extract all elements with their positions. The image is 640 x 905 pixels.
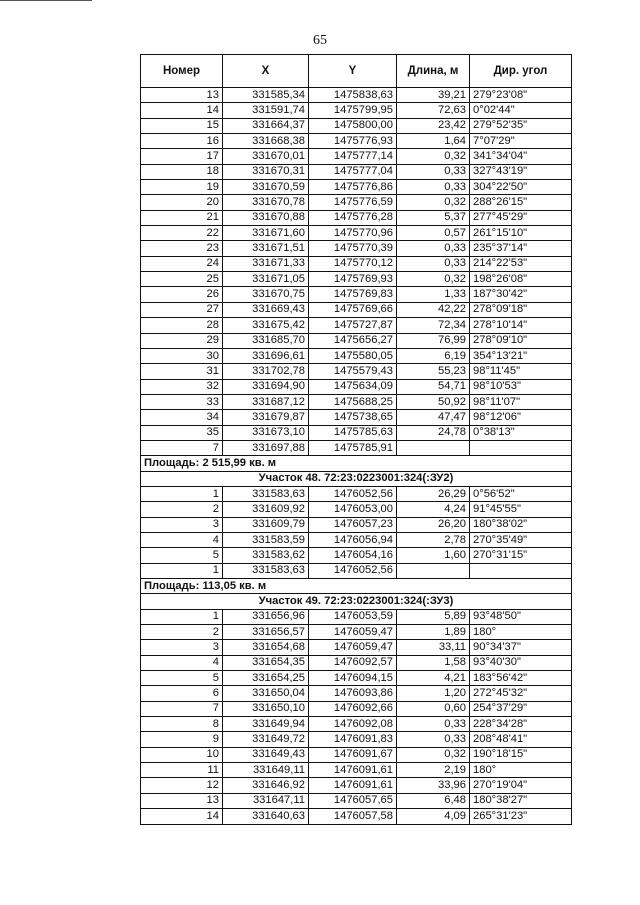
cell-angle: 278°09'10" [470,333,572,348]
cell-angle: 278°10'14" [470,318,572,333]
cell-x: 331583,59 [223,532,309,547]
header-row [141,55,572,88]
cell-x: 331649,43 [223,747,309,762]
header-rule [0,0,92,1]
cell-number: 20 [141,195,223,210]
cell-x: 331654,25 [223,671,309,686]
cell-y: 1475770,12 [309,256,397,271]
cell-y: 1475777,04 [309,164,397,179]
table-row [141,302,572,317]
table-row [141,318,572,333]
cell-angle: 278°09'18" [470,302,572,317]
cell-angle: 0°56'52" [470,486,572,501]
cell-number: 2 [141,625,223,640]
cell-x: 331591,74 [223,103,309,118]
cell-x: 331649,11 [223,763,309,778]
cell-x: 331670,88 [223,210,309,225]
cell-x: 331609,79 [223,517,309,532]
cell-number: 2 [141,502,223,517]
cell-y: 1476059,47 [309,640,397,655]
cell-y: 1475799,95 [309,103,397,118]
cell-x: 331670,75 [223,287,309,302]
table-row [141,88,572,103]
cell-x: 331656,57 [223,625,309,640]
cell-length: 54,71 [397,379,470,394]
cell-number: 23 [141,241,223,256]
cell-length: 4,09 [397,809,470,824]
cell-length: 2,78 [397,532,470,547]
cell-x: 331650,10 [223,701,309,716]
cell-y: 1475634,09 [309,379,397,394]
cell-number: 5 [141,548,223,563]
cell-angle: 98°11'07" [470,394,572,409]
cell-x: 331668,38 [223,134,309,149]
cell-x: 331670,78 [223,195,309,210]
cell-y: 1475785,63 [309,425,397,440]
cell-x: 331650,04 [223,686,309,701]
cell-number: 8 [141,717,223,732]
table-row [141,671,572,686]
cell-length: 4,24 [397,502,470,517]
cell-angle: 354°13'21" [470,348,572,363]
cell-length: 1,20 [397,686,470,701]
cell-length: 0,33 [397,732,470,747]
cell-x: 331583,63 [223,563,309,578]
cell-number: 32 [141,379,223,394]
cell-y: 1476091,61 [309,763,397,778]
cell-number: 14 [141,809,223,824]
cell-angle: 180°38'27" [470,793,572,808]
cell-y: 1476056,94 [309,532,397,547]
table-row [141,379,572,394]
cell-x: 331583,62 [223,548,309,563]
section-title-row [141,594,572,609]
cell-angle: 180° [470,625,572,640]
cell-x: 331585,34 [223,88,309,103]
table-row [141,440,572,455]
cell-y: 1476053,59 [309,609,397,624]
cell-length: 76,99 [397,333,470,348]
cell-y: 1476057,58 [309,809,397,824]
cell-length: 39,21 [397,88,470,103]
cell-angle: 254°37'29" [470,701,572,716]
cell-length: 0,32 [397,195,470,210]
cell-x: 331670,31 [223,164,309,179]
table-row [141,655,572,670]
table-row [141,717,572,732]
cell-length: 1,60 [397,548,470,563]
cell-number: 22 [141,226,223,241]
cell-angle: 288°26'15" [470,195,572,210]
cell-angle [470,440,572,455]
cell-angle: 98°12'06" [470,410,572,425]
cell-y: 1475770,96 [309,226,397,241]
cell-y: 1475769,83 [309,287,397,302]
cell-y: 1476092,08 [309,717,397,732]
cell-y: 1475727,87 [309,318,397,333]
cell-length: 42,22 [397,302,470,317]
cell-y: 1476054,16 [309,548,397,563]
cell-x: 331664,37 [223,118,309,133]
cell-x: 331671,51 [223,241,309,256]
table-row [141,134,572,149]
table-row [141,287,572,302]
cell-y: 1475688,25 [309,394,397,409]
table-row [141,348,572,363]
cell-length: 55,23 [397,364,470,379]
table-row [141,563,572,578]
cell-angle: 341°34'04" [470,149,572,164]
cell-angle: 265°31'23" [470,809,572,824]
table-body [141,88,572,825]
cell-x: 331649,94 [223,717,309,732]
cell-angle: 180° [470,763,572,778]
cell-x: 331673,10 [223,425,309,440]
cell-number: 17 [141,149,223,164]
area-row [141,579,572,594]
cell-y: 1475776,86 [309,180,397,195]
cell-angle: 279°52'35" [470,118,572,133]
cell-number: 33 [141,394,223,409]
cell-number: 3 [141,640,223,655]
cell-length: 0,60 [397,701,470,716]
cell-angle: 279°23'08" [470,88,572,103]
cell-y: 1476094,15 [309,671,397,686]
cell-x: 331669,43 [223,302,309,317]
cell-length: 72,63 [397,103,470,118]
table-row [141,364,572,379]
cell-x: 331656,96 [223,609,309,624]
cell-angle [470,563,572,578]
table-row [141,502,572,517]
cell-number: 13 [141,88,223,103]
cell-length: 0,57 [397,226,470,241]
cell-y: 1475579,43 [309,364,397,379]
cell-length: 72,34 [397,318,470,333]
cell-x: 331671,60 [223,226,309,241]
table-row [141,149,572,164]
cell-angle: 98°11'45" [470,364,572,379]
cell-x: 331679,87 [223,410,309,425]
cell-number: 1 [141,563,223,578]
cell-number: 10 [141,747,223,762]
page-number: 65 [313,33,327,48]
cell-x: 331671,33 [223,256,309,271]
table-row [141,747,572,762]
cell-y: 1476092,57 [309,655,397,670]
section-title: Участок 48. 72:23:0223001:324(:ЗУ2) [141,471,572,486]
area-label: Площадь: 2 515,99 кв. м [141,456,572,471]
cell-y: 1475770,39 [309,241,397,256]
cell-x: 331640,63 [223,809,309,824]
cell-x: 331647,11 [223,793,309,808]
cell-length: 0,33 [397,164,470,179]
cell-length: 6,48 [397,793,470,808]
cell-number: 35 [141,425,223,440]
cell-angle: 272°45'32" [470,686,572,701]
cell-x: 331649,72 [223,732,309,747]
cell-number: 19 [141,180,223,195]
cell-number: 14 [141,103,223,118]
cell-number: 13 [141,793,223,808]
cell-angle: 214°22'53" [470,256,572,271]
cell-angle: 270°35'49" [470,532,572,547]
cell-x: 331687,12 [223,394,309,409]
cell-x: 331583,63 [223,486,309,501]
cell-angle: 270°31'15" [470,548,572,563]
table-row [141,809,572,824]
cell-length: 0,33 [397,717,470,732]
cell-number: 28 [141,318,223,333]
cell-y: 1475838,63 [309,88,397,103]
cell-y: 1475776,59 [309,195,397,210]
table-row [141,180,572,195]
cell-number: 27 [141,302,223,317]
cell-length: 26,29 [397,486,470,501]
cell-x: 331654,68 [223,640,309,655]
cell-number: 4 [141,655,223,670]
cell-y: 1476093,86 [309,686,397,701]
cell-angle: 327°43'19" [470,164,572,179]
cell-length: 1,64 [397,134,470,149]
table-row [141,763,572,778]
table-row [141,410,572,425]
cell-y: 1475777,14 [309,149,397,164]
cell-x: 331671,05 [223,272,309,287]
cell-angle: 304°22'50" [470,180,572,195]
header-angle: Дир. угол [470,55,572,88]
table-row [141,226,572,241]
cell-number: 25 [141,272,223,287]
cell-angle: 0°02'44" [470,103,572,118]
cell-number: 29 [141,333,223,348]
section-title: Участок 49. 72:23:0223001:324(:ЗУ3) [141,594,572,609]
cell-number: 16 [141,134,223,149]
cell-angle: 91°45'55" [470,502,572,517]
cell-y: 1475800,00 [309,118,397,133]
cell-length: 0,32 [397,747,470,762]
table-row [141,640,572,655]
cell-angle: 0°38'13" [470,425,572,440]
table-row [141,241,572,256]
cell-length: 1,89 [397,625,470,640]
cell-y: 1475769,93 [309,272,397,287]
header-y: Y [309,55,397,88]
cell-number: 24 [141,256,223,271]
cell-number: 21 [141,210,223,225]
area-label: Площадь: 113,05 кв. м [141,579,572,594]
cell-angle: 93°40'30" [470,655,572,670]
cell-x: 331609,92 [223,502,309,517]
table-row [141,532,572,547]
cell-length: 0,32 [397,149,470,164]
cell-length: 0,32 [397,272,470,287]
table-row [141,103,572,118]
cell-number: 5 [141,671,223,686]
cell-y: 1475785,91 [309,440,397,455]
cell-y: 1475738,65 [309,410,397,425]
cell-x: 331685,70 [223,333,309,348]
table-row [141,164,572,179]
cell-number: 1 [141,486,223,501]
section-title-row [141,471,572,486]
cell-length: 23,42 [397,118,470,133]
cell-y: 1476092,66 [309,701,397,716]
cell-length: 1,58 [397,655,470,670]
cell-length [397,563,470,578]
cell-y: 1475656,27 [309,333,397,348]
cell-angle: 93°48'50" [470,609,572,624]
cell-angle: 190°18'15" [470,747,572,762]
cell-number: 11 [141,763,223,778]
cell-number: 9 [141,732,223,747]
table-row [141,517,572,532]
area-row [141,456,572,471]
cell-y: 1476057,23 [309,517,397,532]
cell-number: 31 [141,364,223,379]
table-row [141,793,572,808]
cell-x: 331697,88 [223,440,309,455]
table-row [141,333,572,348]
table-row [141,256,572,271]
header-number: Номер [141,55,223,88]
cell-x: 331654,35 [223,655,309,670]
cell-y: 1475580,05 [309,348,397,363]
table-row [141,272,572,287]
table-row [141,118,572,133]
cell-length: 1,33 [397,287,470,302]
cell-x: 331696,61 [223,348,309,363]
table-row [141,195,572,210]
cell-y: 1475776,28 [309,210,397,225]
cell-x: 331670,59 [223,180,309,195]
cell-x: 331702,78 [223,364,309,379]
cell-length: 5,89 [397,609,470,624]
cell-number: 4 [141,532,223,547]
cell-length: 50,92 [397,394,470,409]
cell-number: 34 [141,410,223,425]
cell-number: 30 [141,348,223,363]
cell-length: 33,96 [397,778,470,793]
cell-length: 0,33 [397,241,470,256]
cell-angle: 198°26'08" [470,272,572,287]
cell-angle: 208°48'41" [470,732,572,747]
header-x: X [223,55,309,88]
table-row [141,701,572,716]
cell-length: 47,47 [397,410,470,425]
cell-number: 15 [141,118,223,133]
cell-x: 331675,42 [223,318,309,333]
cell-angle: 187°30'42" [470,287,572,302]
table-row [141,609,572,624]
cell-angle: 180°38'02" [470,517,572,532]
cell-angle: 261°15'10" [470,226,572,241]
cell-number: 6 [141,686,223,701]
cell-length: 0,33 [397,180,470,195]
cell-angle: 235°37'14" [470,241,572,256]
cell-x: 331694,90 [223,379,309,394]
cell-x: 331646,92 [223,778,309,793]
table-row [141,486,572,501]
cell-angle: 228°34'28" [470,717,572,732]
cell-angle: 270°19'04" [470,778,572,793]
cell-number: 7 [141,701,223,716]
cell-number: 7 [141,440,223,455]
table-row [141,732,572,747]
cell-angle: 90°34'37" [470,640,572,655]
cell-angle: 98°10'53" [470,379,572,394]
cell-y: 1476052,56 [309,486,397,501]
cell-number: 1 [141,609,223,624]
table-row [141,210,572,225]
cell-number: 12 [141,778,223,793]
cell-length: 2,19 [397,763,470,778]
cell-length: 4,21 [397,671,470,686]
cell-number: 18 [141,164,223,179]
cell-y: 1476057,65 [309,793,397,808]
header-length: Длина, м [397,55,470,88]
cell-length: 24,78 [397,425,470,440]
cell-length: 6,19 [397,348,470,363]
cell-angle: 183°56'42" [470,671,572,686]
table-row [141,548,572,563]
cell-length: 33,11 [397,640,470,655]
table-row [141,425,572,440]
cell-y: 1476091,67 [309,747,397,762]
cell-y: 1476091,61 [309,778,397,793]
cell-length: 5,37 [397,210,470,225]
cell-angle: 7°07'29" [470,134,572,149]
cell-y: 1475769,66 [309,302,397,317]
cell-number: 26 [141,287,223,302]
cell-length: 26,20 [397,517,470,532]
table-row [141,625,572,640]
cell-number: 3 [141,517,223,532]
table-row [141,686,572,701]
cell-y: 1476052,56 [309,563,397,578]
table-row [141,394,572,409]
cell-y: 1475776,93 [309,134,397,149]
cell-y: 1476091,83 [309,732,397,747]
coordinates-table [140,54,572,825]
cell-x: 331670,01 [223,149,309,164]
cell-length: 0,33 [397,256,470,271]
cell-y: 1476059,47 [309,625,397,640]
cell-angle: 277°45'29" [470,210,572,225]
cell-length [397,440,470,455]
cell-y: 1476053,00 [309,502,397,517]
table-row [141,778,572,793]
